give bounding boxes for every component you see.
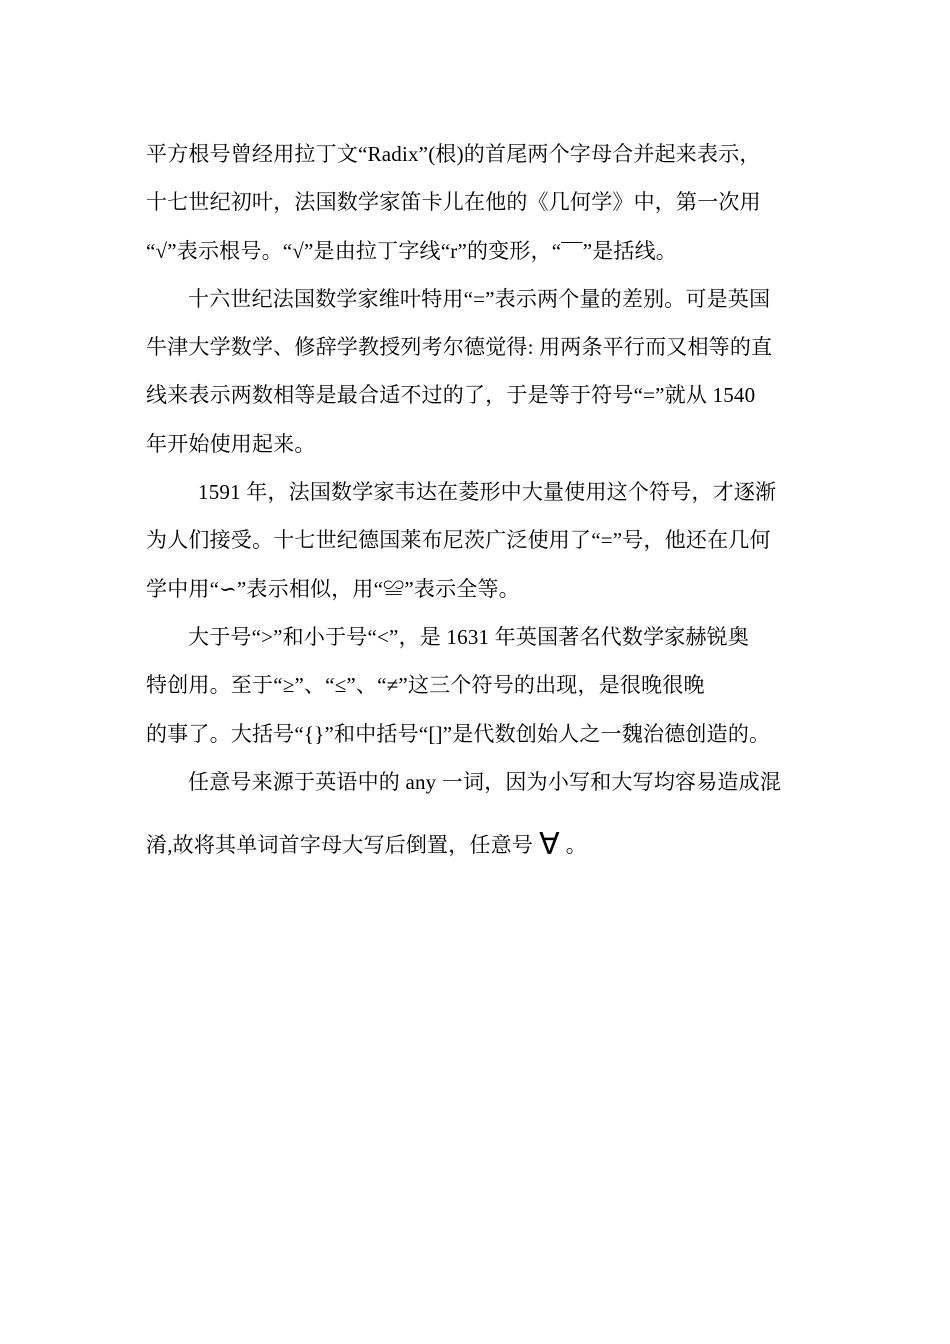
document-body — [146, 130, 826, 880]
text-line: 学中用“∽”表示相似，用“≌”表示全等。 — [146, 576, 520, 601]
text-line: 十六世纪法国数学家维叶特用“=”表示两个量的差别。可是英国 — [188, 286, 771, 311]
forall-symbol: ∀ — [539, 827, 560, 863]
text-line: 线来表示两数相等是最合适不过的了，于是等于符号“=”就从 1540 — [146, 383, 756, 408]
text-line: 平方根号曾经用拉丁文“Radix”(根)的首尾两个字母合并起来表示， — [146, 142, 761, 166]
text-line: 为人们接受。十七世纪德国莱布尼茨广泛使用了“=”号，他还在几何 — [146, 528, 771, 553]
text-line: 牛津大学数学、修辞学教授列考尔德觉得: 用两条平行而又相等的直 — [146, 335, 773, 360]
text-line: 1591 年，法国数学家韦达在菱形中大量使用这个符号，才逐渐 — [198, 480, 777, 505]
last-line-text: 淆,故将其单词首字母大写后倒置，任意号 — [146, 833, 534, 858]
text-line: 任意号来源于英语中的 any 一词，因为小写和大写均容易造成混 — [188, 769, 782, 794]
text-line: 十七世纪初叶，法国数学家笛卡儿在他的《几何学》中，第一次用 — [146, 190, 761, 215]
text-line-last — [146, 806, 826, 880]
last-line-end: 。 — [565, 833, 587, 858]
text-line: “√”表示根号。“√”是由拉丁字线“r”的变形，“¯¯”是括线。 — [146, 238, 678, 263]
text-line: 的事了。大括号“{}”和中括号“[]”是代数创始人之一魏治德创造的。 — [146, 721, 771, 746]
text-line: 特创用。至于“≥”、“≤”、“≠”这三个符号的出现，是很晚很晚 — [146, 673, 705, 698]
text-line: 年开始使用起来。 — [146, 431, 316, 456]
text-line: 大于号“>”和小于号“<”，是 1631 年英国著名代数学家赫锐奥 — [188, 624, 750, 649]
